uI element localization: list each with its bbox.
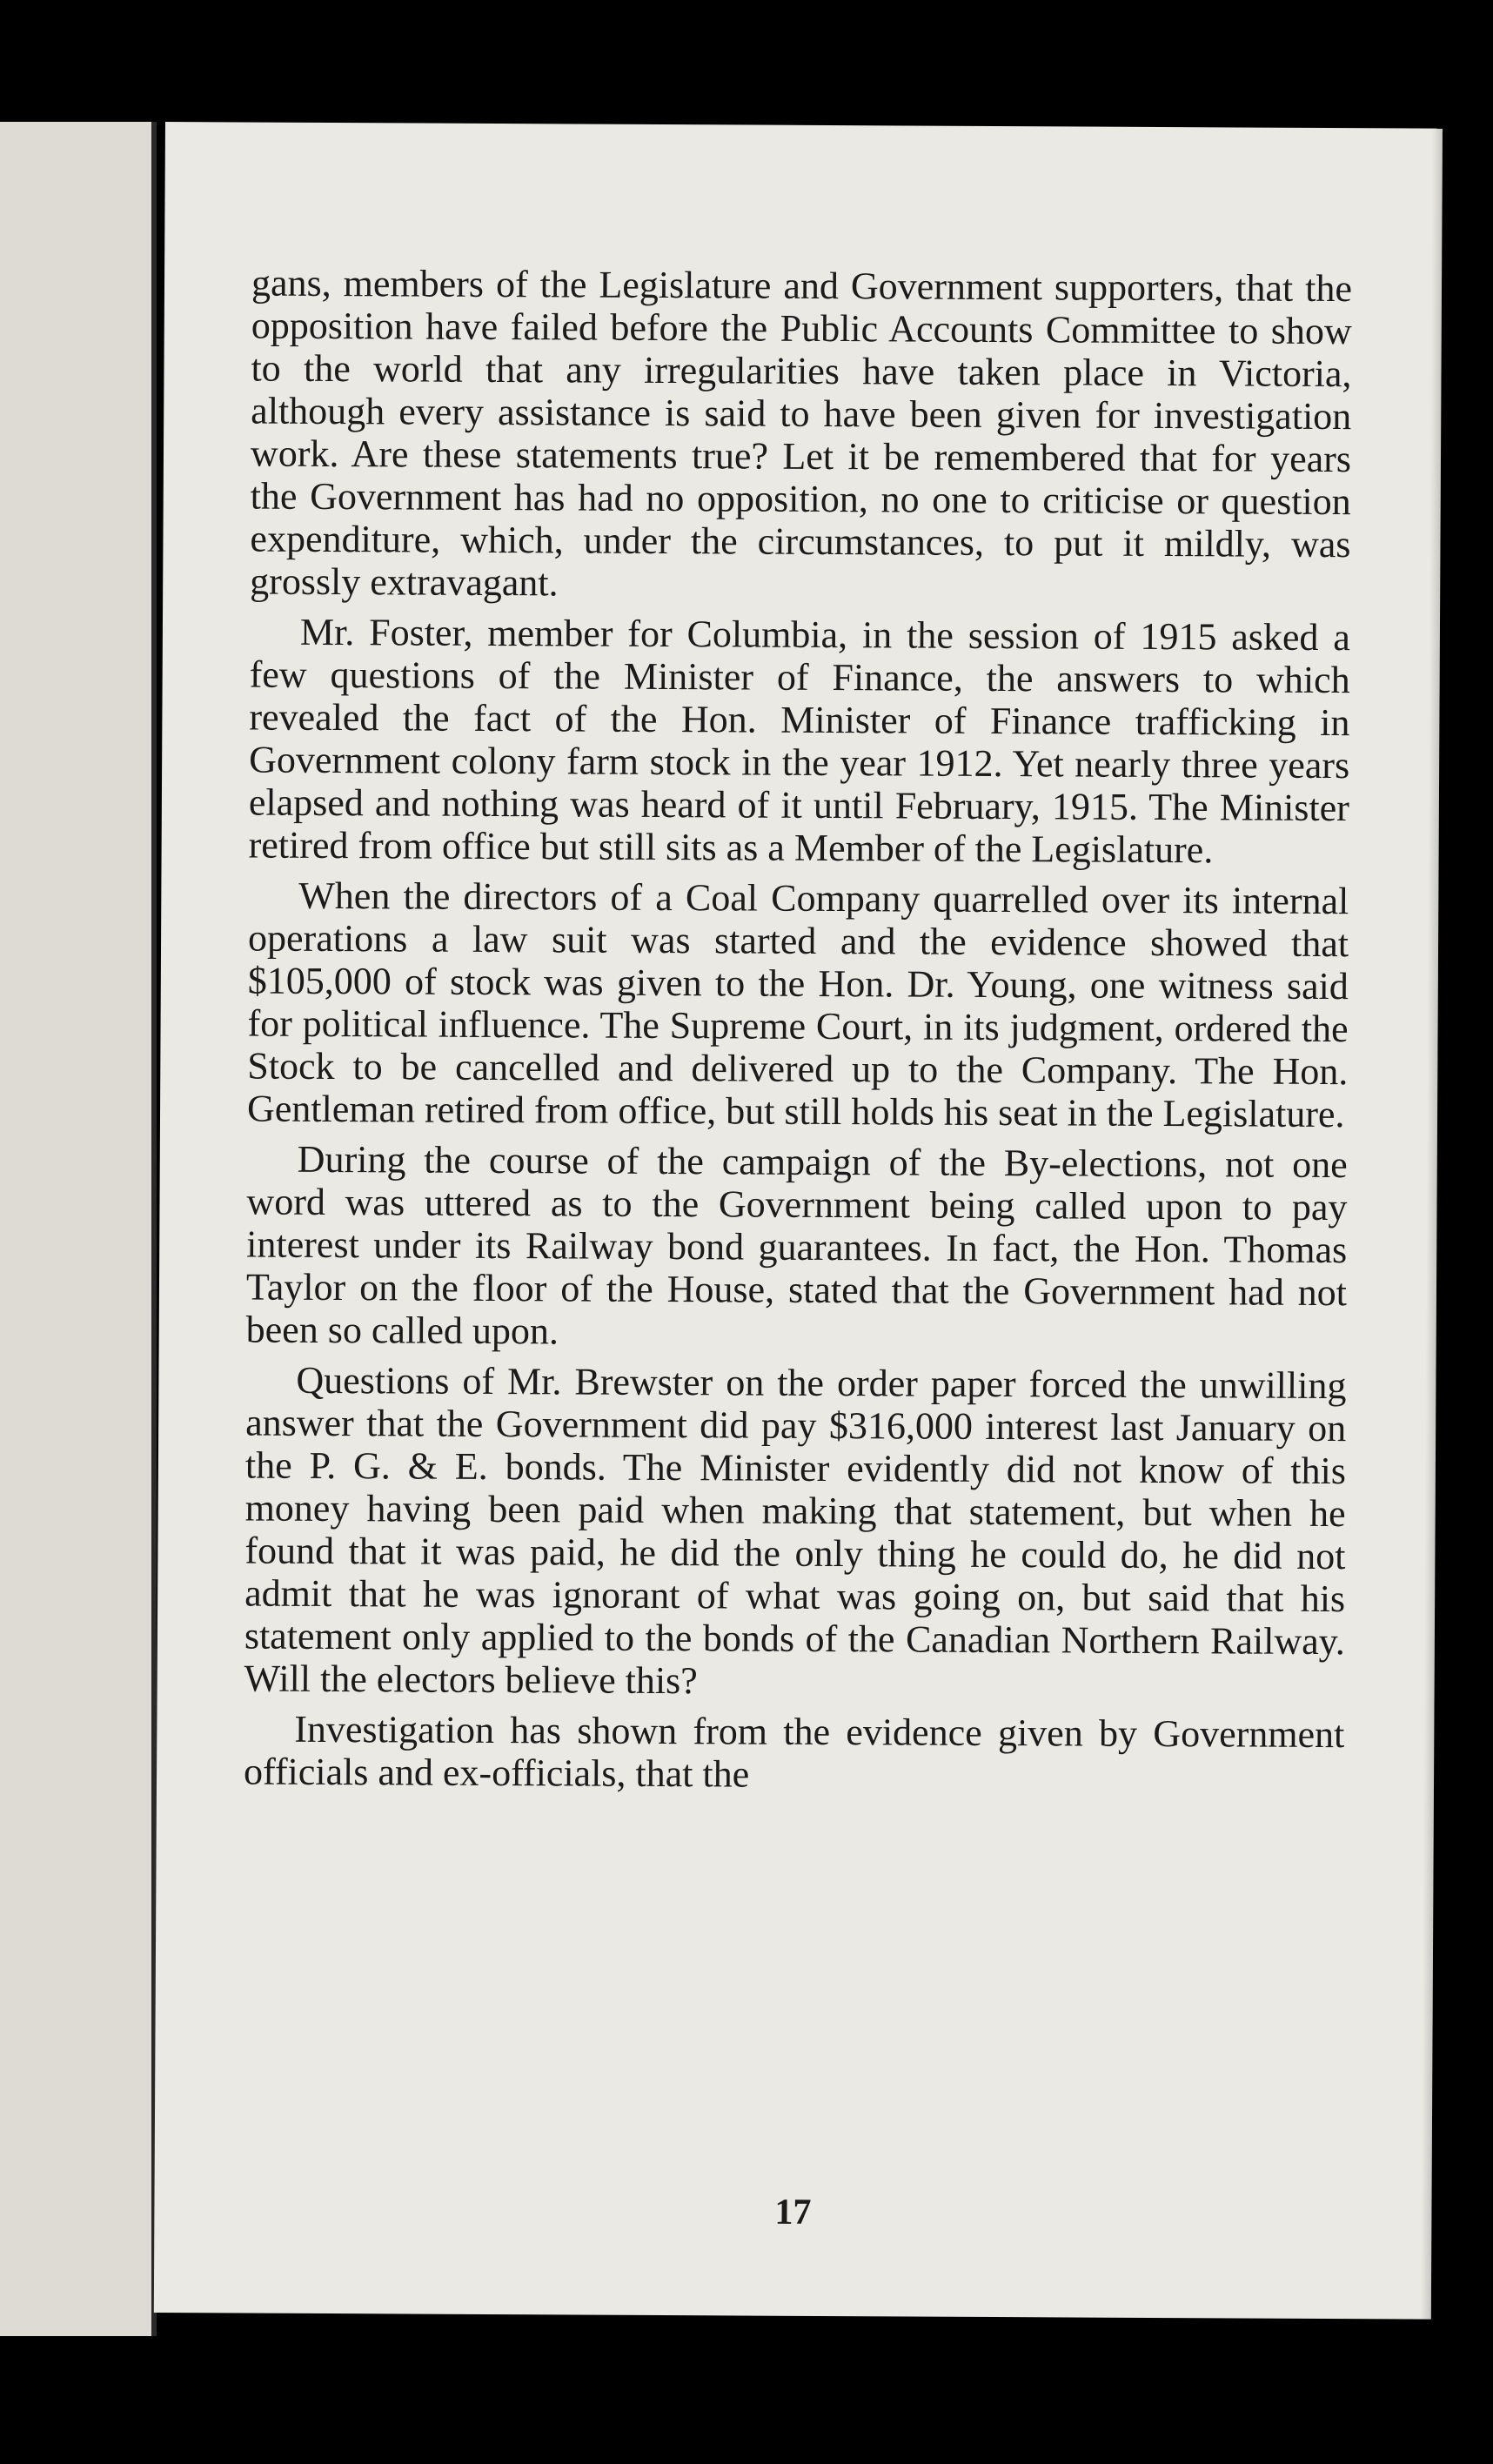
- paragraph-1: gans, members of the Legislature and Government supporters, that the opposition have failed before the Public Accounts Committee to show to the world that any irregularities have taken place in Victoria, although every assistance is said to have been given for investigation work. Are these statements true? Let it be remembered that for years the Government has had no opposition, no one to criticise or question expenditure, which, under the circumstances, to put it mildly, was grossly extravagant.: [250, 261, 1353, 605]
- page-edge-shadow: [1421, 129, 1443, 2320]
- paragraph-5: Questions of Mr. Brewster on the order paper forced the unwilling answer that the Government did pay $316,000 interest last January on the P. G. & E. bonds. The Minister evidently did not know of this money having been paid when making that statement, but when he found that it was paid, he did the only thing he could do, he did not admit that he was ignorant of what was going on, but said that his statement only applied to the bonds of the Canadian Northern Railway. Will the electors believe this?: [244, 1358, 1347, 1703]
- book-page: [154, 122, 1443, 2320]
- paragraph-2: Mr. Foster, member for Columbia, in the session of 1915 asked a few questions of the Minister of Finance, the answers to which revealed the fact of the Hon. Minister of Finance trafficking in Government colony farm stock in the year 1912. Yet nearly three years elapsed and nothing was heard of it until February, 1915. The Minister retired from office but still sits as a Member of the Legislature.: [248, 610, 1351, 872]
- paragraph-3: When the directors of a Coal Company quarrelled over its internal operations a law suit was started and the evidence showed that $105,000 of stock was given to the Hon. Dr. Young, one witness said for political influence. The Supreme Court, in its judgment, ordered the Stock to be cancelled and delivered up to the Company. The Hon. Gentleman retired from office, but still holds his seat in the Legislature.: [246, 874, 1349, 1136]
- paragraph-6: Investigation has shown from the evidence given by Government officials and ex-officials, that the: [243, 1707, 1345, 1796]
- facing-page-edge: [0, 122, 157, 2336]
- paragraph-4: During the course of the campaign of the By-elections, not one word was uttered as to the Government being called upon to pay interest under its Railway bond guarantees. In fact, the Hon. Thomas Taylor on the floor of the House, stated that the Government had not been so called upon.: [245, 1137, 1348, 1353]
- page-number: 17: [774, 2192, 812, 2233]
- body-text: [244, 262, 1352, 1807]
